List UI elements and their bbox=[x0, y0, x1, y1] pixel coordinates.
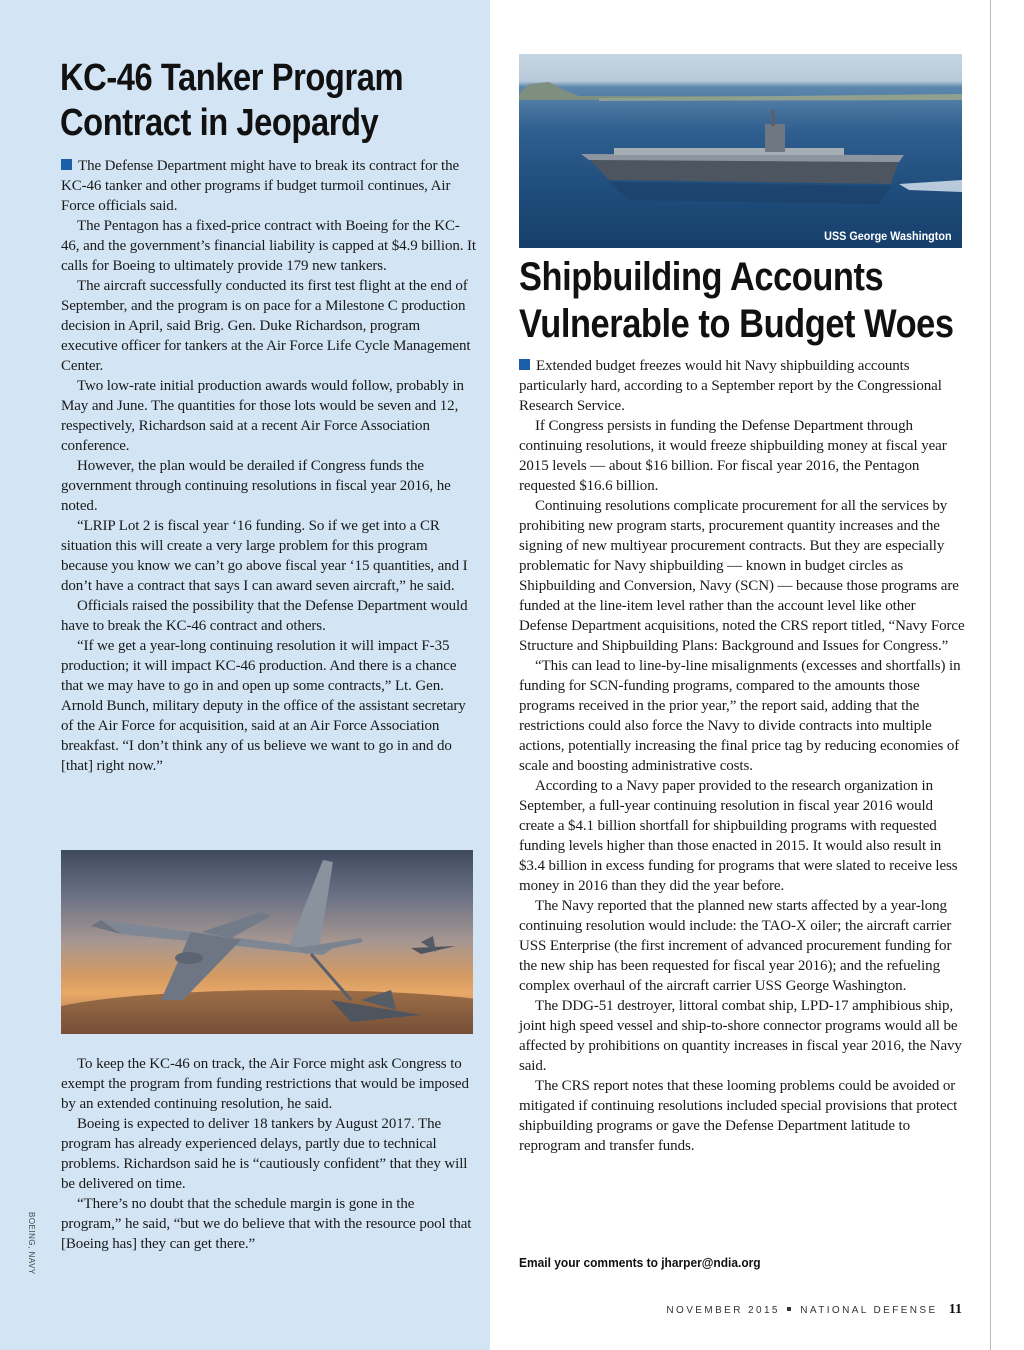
carrier-illustration bbox=[519, 54, 962, 248]
paragraph: The DDG-51 destroyer, littoral combat ship, LPD-17 amphibious ship, joint high speed vessel and ship-to-shore connector programs would all be affected by prohibitions on quantity increases in fiscal year 2016, the Navy said. bbox=[519, 998, 962, 1074]
page-edge-rule bbox=[990, 0, 991, 1350]
footer-issue: NOVEMBER 2015 bbox=[666, 1305, 780, 1316]
footer-separator-icon bbox=[787, 1307, 791, 1311]
paragraph: “This can lead to line-by-line misalignments (excesses and shortfalls) in funding for SCN-funding programs, compared to the amounts those programs received in the prior year,” the report said, adding that the restrictions could also force the Navy to divide contracts into multiple actions, potentially increasing the final price tag by reducing economies of scale and boosting administrative costs. bbox=[519, 658, 961, 774]
kc46-tanker-photo bbox=[61, 850, 473, 1034]
left-article-body-top bbox=[61, 156, 477, 776]
email-comments-line: Email your comments to jharper@ndia.org bbox=[519, 1255, 761, 1270]
page-footer bbox=[666, 1302, 962, 1318]
aircraft-carrier-photo bbox=[519, 54, 962, 248]
page-number: 11 bbox=[948, 1302, 962, 1317]
left-headline-line1: KC-46 Tanker Program bbox=[60, 57, 404, 99]
paragraph: “There’s no doubt that the schedule margin is gone in the program,” he said, “but we do believe that with the resource pool that [Boeing has] they can get there.” bbox=[61, 1196, 472, 1252]
paragraph: To keep the KC-46 on track, the Air Force might ask Congress to exempt the program from funding restrictions that would be imposed by an extended continuing resolution, he said. bbox=[61, 1056, 469, 1112]
tanker-illustration bbox=[61, 850, 473, 1034]
left-article-body-bottom bbox=[61, 1054, 477, 1254]
paragraph: If Congress persists in funding the Defense Department through continuing resolutions, it would freeze shipbuilding money at fiscal year 2015 levels — about $16 billion. For fiscal year 2016, the Pentagon requested $16.6 billion. bbox=[519, 418, 947, 494]
left-headline-line2: Contract in Jeopardy bbox=[60, 102, 379, 144]
paragraph: Boeing is expected to deliver 18 tankers by August 2017. The program has already experienced delays, partly due to technical problems. Richardson said he is “cautiously confident” that they will be delivered on time. bbox=[61, 1116, 468, 1192]
paragraph: Extended budget freezes would hit Navy shipbuilding accounts particularly hard, according to a September report by the Congressional Research Service. bbox=[519, 358, 942, 414]
paragraph: The aircraft successfully conducted its first test flight at the end of September, and the program is on pace for a Milestone C production decision in April, said Brig. Gen. Duke Richardson, program executive officer for tankers at the Air Force Life Cycle Management Center. bbox=[61, 278, 471, 374]
left-article-headline bbox=[60, 56, 473, 146]
right-headline-line2: Vulnerable to Budget Woes bbox=[519, 302, 954, 346]
paragraph: Continuing resolutions complicate procurement for all the services by prohibiting new program starts, procurement quantity increases and the signing of new multiyear procurement contracts. But they are especially problematic for Navy shipbuilding — known in budget circles as Shipbuilding and Conversion, Navy (SCN) — because those programs are funded at the line-item level rather than the account level like other Defense Department acquisitions, noted the CRS report titled, “Navy Force Structure and Shipbuilding Plans: Background and Issues for Congress.” bbox=[519, 498, 965, 654]
footer-publication: NATIONAL DEFENSE bbox=[800, 1305, 938, 1316]
paragraph: The Pentagon has a fixed-price contract with Boeing for the KC-46, and the government’s financial liability is capped at $4.9 billion. It calls for Boeing to ultimately provide 179 new tankers. bbox=[61, 218, 477, 274]
right-article-headline bbox=[519, 254, 966, 348]
paragraph: The CRS report notes that these looming problems could be avoided or mitigated if continuing resolutions included special provisions that protect shipbuilding programs or gave the Defense Department latitude to reprogram and transfer funds. bbox=[519, 1078, 958, 1154]
paragraph: However, the plan would be derailed if Congress funds the government through continuing resolutions in fiscal year 2016, he noted. bbox=[61, 458, 451, 514]
paragraph: Officials raised the possibility that the Defense Department would have to break the KC-46 contract and others. bbox=[61, 598, 468, 634]
paragraph: Two low-rate initial production awards would follow, probably in May and June. The quantities for those lots would be seven and 12, respectively, Richardson said at a recent Air Force Association conference. bbox=[61, 378, 464, 454]
paragraph: “LRIP Lot 2 is fiscal year ‘16 funding. So if we get into a CR situation this will create a very large problem for this program because you know we can’t go above fiscal year ‘15 quantities, and I don’t have a contract that says I can award seven aircraft,” he said. bbox=[61, 518, 468, 594]
section-square-icon bbox=[519, 359, 530, 370]
paragraph: According to a Navy paper provided to the research organization in September, a full-year continuing resolution in fiscal year 2016 would create a $4.1 billion shortfall for shipbuilding programs with requested funding levels higher than those enacted in 2015. It would also result in $3.4 billion in excess funding for programs that were slated to receive less money in 2016 than they did the year before. bbox=[519, 778, 958, 894]
paragraph: “If we get a year-long continuing resolution it will impact F-35 production; it will impact KC-46 production. And there is a chance that we may have to go in and open up some contracts,” Lt. Gen. Arnold Bunch, military deputy in the office of the assistant secretary of the Air Force for acquisition, said at an Air Force Association breakfast. “I don’t think any of us believe we want to go in and do [that] right now.” bbox=[61, 638, 466, 774]
section-square-icon bbox=[61, 159, 72, 170]
paragraph: The Defense Department might have to break its contract for the KC-46 tanker and other programs if budget turmoil continues, Air Force officials said. bbox=[61, 158, 460, 214]
photo-credit: BOEING, NAVY bbox=[27, 1212, 36, 1275]
right-article-body bbox=[519, 356, 965, 1156]
photo-caption: USS George Washington bbox=[824, 229, 952, 243]
right-headline-line1: Shipbuilding Accounts bbox=[519, 255, 884, 299]
paragraph: The Navy reported that the planned new starts affected by a year-long continuing resolution would include: the TAO-X oiler; the aircraft carrier USS Enterprise (the first increment of advanced procurement funding for the new ship has been requested for fiscal year 2016); and the refueling complex overhaul of the aircraft carrier USS George Washington. bbox=[519, 898, 952, 994]
